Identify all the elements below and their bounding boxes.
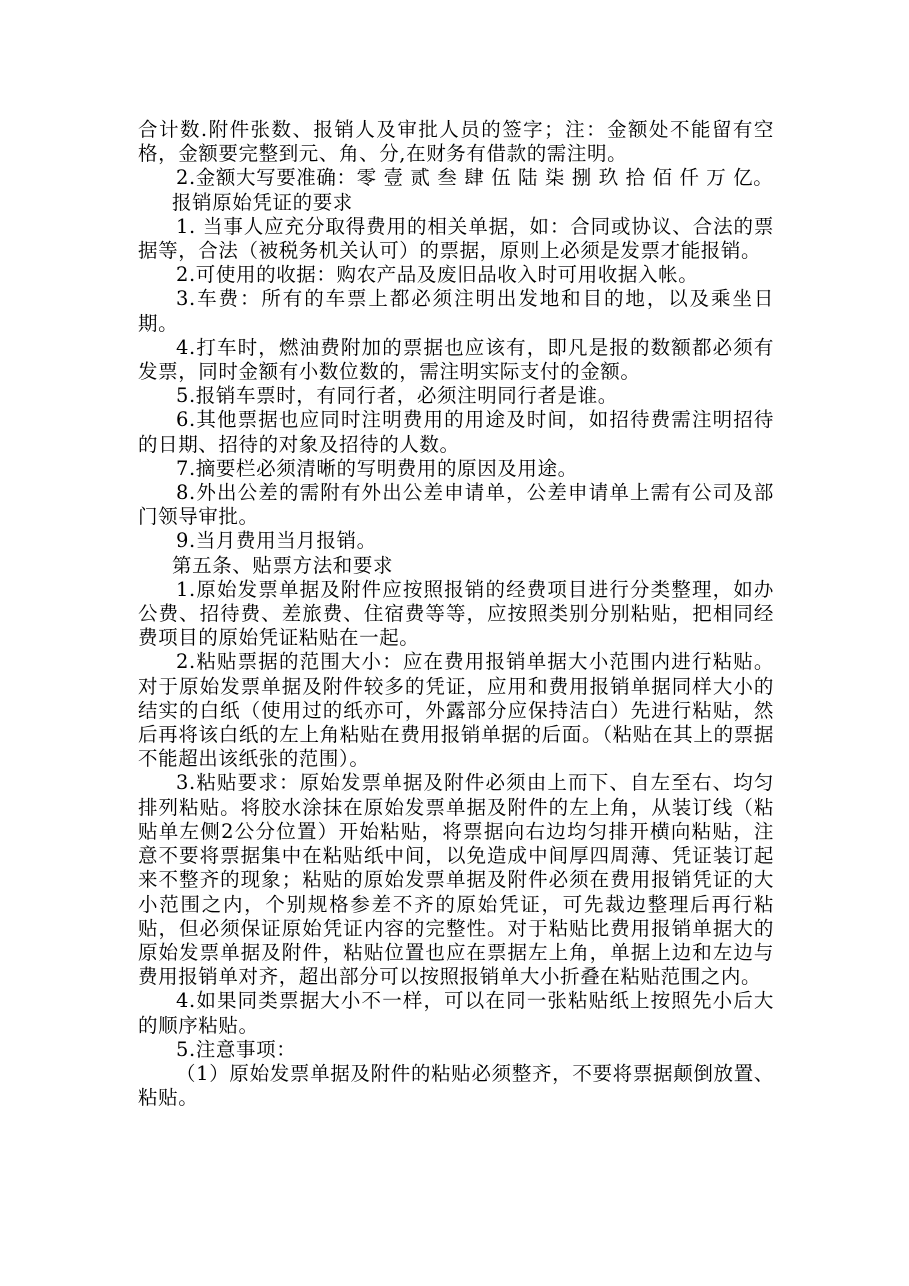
paragraph-requirement-5: 5.报销车票时，有同行者，必须注明同行者是谁。 — [176, 384, 618, 408]
document-body — [138, 118, 774, 1110]
paragraph-requirement-7: 7.摘要栏必须清晰的写明费用的原因及用途。 — [176, 456, 578, 480]
paragraph-amount-capitals: 2.金额大写要准确：零 壹 贰 叁 肆 伍 陆 柒 捌 玖 拾 佰 仟 万 亿。 — [176, 166, 774, 190]
paragraph-requirement-9: 9.当月费用当月报销。 — [176, 529, 377, 553]
heading-original-voucher-requirements: 报销原始凭证的要求 — [172, 190, 353, 214]
paragraph-requirement-4: 4.打车时，燃油费附加的票据也应该有，即凡是报的数额都必须有发票，同时金额有小数位数的，需注明实际支付的金额。 — [138, 335, 774, 384]
paragraph-requirement-3: 3.车费：所有的车票上都必须注明出发地和目的地，以及乘坐日期。 — [138, 287, 774, 335]
paragraph-pasting-4: 4.如果同类票据大小不一样，可以在同一张粘贴纸上按照先小后大的顺序粘贴。 — [138, 989, 774, 1037]
paragraph-requirement-2: 2.可使用的收据：购农产品及废旧品收入时可用收据入帐。 — [176, 263, 699, 287]
paragraph-pasting-3: 3.粘贴要求：原始发票单据及附件必须由上而下、自左至右、均匀排列粘贴。将胶水涂抹在原始发票单据及附件的左上角，从装订线（粘贴单左侧2公分位置）开始粘贴，将票据向右边均匀排开横向粘贴，注意不要将票据集中在粘贴纸中间，以免造成中间厚四周薄、凭证装订起来不整齐的现象；粘贴的原始发票单据及附件必须在费用报销凭证的大小范围之内，个别规格参差不齐的原始凭证，可先裁边整理后再行粘贴，但必须保证原始凭证内容的完整性。对于粘贴比费用报销单据大的原始发票单据及附件，粘贴位置也应在票据左上角，单据上边和左边与费用报销单对齐，超出部分可以按照报销单大小折叠在粘贴范围之内。 — [138, 771, 774, 989]
paragraph-note-1: （1）原始发票单据及附件的粘贴必须整齐，不要将票据颠倒放置、粘贴。 — [138, 1061, 774, 1110]
paragraph-requirement-8: 8.外出公差的需附有外出公差申请单，公差申请单上需有公司及部门领导审批。 — [138, 481, 774, 529]
heading-article-five: 第五条、贴票方法和要求 — [172, 553, 394, 577]
paragraph-pasting-5: 5.注意事项： — [176, 1037, 297, 1061]
paragraph-pasting-1: 1.原始发票单据及附件应按照报销的经费项目进行分类整理，如办公费、招待费、差旅费、住宿费等等，应按照类别分别粘贴，把相同经费项目的原始凭证粘贴在一起。 — [138, 577, 774, 650]
paragraph-requirement-6: 6.其他票据也应同时注明费用的用途及时间，如招待费需注明招待的日期、招待的对象及招待的人数。 — [138, 408, 774, 456]
paragraph-pasting-2: 2.粘贴票据的范围大小：应在费用报销单据大小范围内进行粘贴。对于原始发票单据及附件较多的凭证，应用和费用报销单据同样大小的结实的白纸（使用过的纸亦可，外露部分应保持洁白）先进行粘贴，然后再将该白纸的左上角粘贴在费用报销单据的后面。（粘贴在其上的票据不能超出该纸张的范围）。 — [138, 650, 774, 771]
paragraph-signature-note: 合计数.附件张数、报销人及审批人员的签字；注：金额处不能留有空格，金额要完整到元、角、分,在财务有借款的需注明。 — [138, 118, 774, 166]
paragraph-requirement-1: 1. 当事人应充分取得费用的相关单据，如：合同或协议、合法的票据等，合法（被税务机关认可）的票据，原则上必须是发票才能报销。 — [138, 214, 774, 263]
